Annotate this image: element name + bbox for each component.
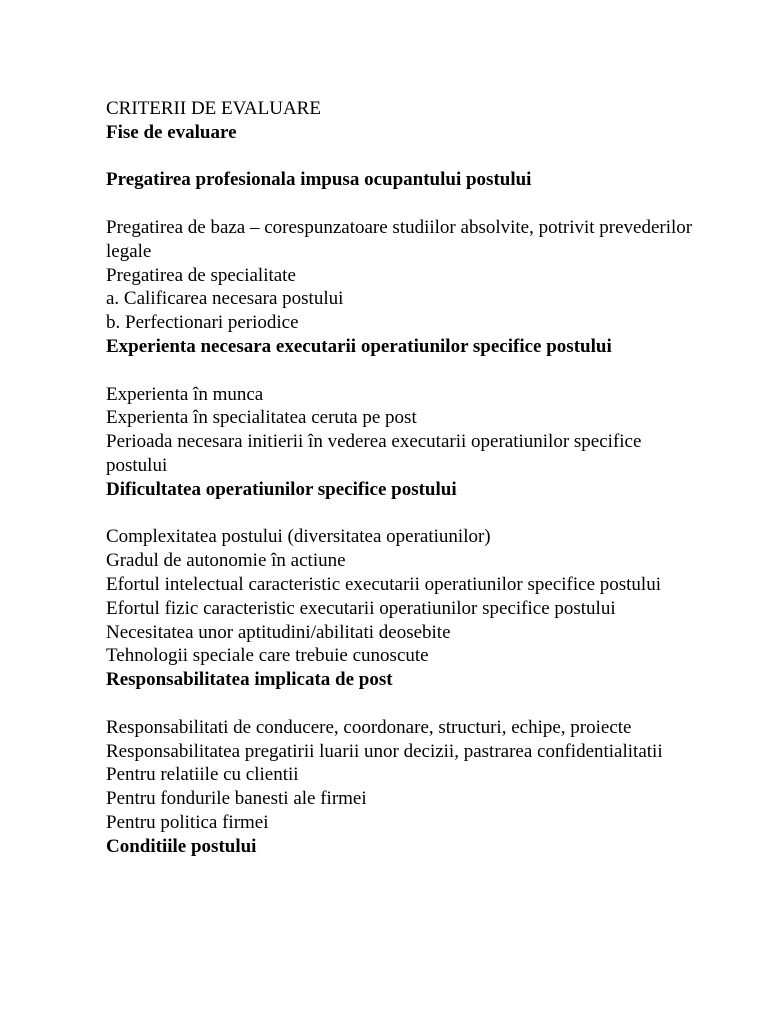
section-item: Pentru relatiile cu clientii	[106, 764, 299, 786]
section-item: Pregatirea de baza – corespunzatoare studiilor absolvite, potrivit prevederilor legale	[106, 216, 693, 262]
section-item: Pentru fondurile banesti ale firmei	[106, 788, 367, 810]
section-item: Tehnologii speciale care trebuie cunoscute	[106, 645, 429, 667]
section-item: Necesitatea unor aptitudini/abilitati deosebite	[106, 621, 451, 643]
section-item: Pregatirea de specialitate	[106, 264, 296, 286]
section-item: Responsabilitatea pregatirii luarii unor decizii, pastrarea confidentialitatii	[106, 740, 663, 762]
section-item: Complexitatea postului (diversitatea operatiunilor)	[106, 526, 491, 548]
section-item: Experienta în munca	[106, 383, 264, 405]
section-item: Perioada necesara initierii în vederea executarii operatiunilor specifice postului	[106, 431, 642, 476]
section-item: Efortul intelectual caracteristic executarii operatiunilor specifice postului	[106, 573, 661, 595]
spacer	[106, 359, 706, 383]
section-item: b. Perfectionari periodice	[106, 312, 299, 334]
section-heading: Responsabilitatea implicata de post	[106, 669, 393, 691]
spacer	[106, 145, 706, 169]
spacer	[106, 502, 706, 526]
document-page	[106, 97, 706, 859]
spacer	[106, 692, 706, 716]
section-item: Responsabilitati de conducere, coordonare, structuri, echipe, proiecte	[106, 716, 632, 738]
section-item: Gradul de autonomie în actiune	[106, 550, 346, 572]
section-heading: Dificultatea operatiunilor specifice postului	[106, 478, 457, 500]
section-heading: Experienta necesara executarii operatiunilor specifice postului	[106, 335, 612, 357]
section-item: Experienta în specialitatea ceruta pe post	[106, 407, 417, 429]
document-subtitle: Fise de evaluare	[106, 121, 237, 143]
section-item: a. Calificarea necesara postului	[106, 288, 344, 310]
section-heading: Conditiile postului	[106, 835, 257, 857]
section-item: Pentru politica firmei	[106, 811, 269, 833]
spacer	[106, 192, 706, 216]
document-title: CRITERII DE EVALUARE	[106, 98, 321, 119]
section-item: Efortul fizic caracteristic executarii operatiunilor specifice postului	[106, 597, 616, 619]
section-heading: Pregatirea profesionala impusa ocupantului postului	[106, 169, 532, 191]
